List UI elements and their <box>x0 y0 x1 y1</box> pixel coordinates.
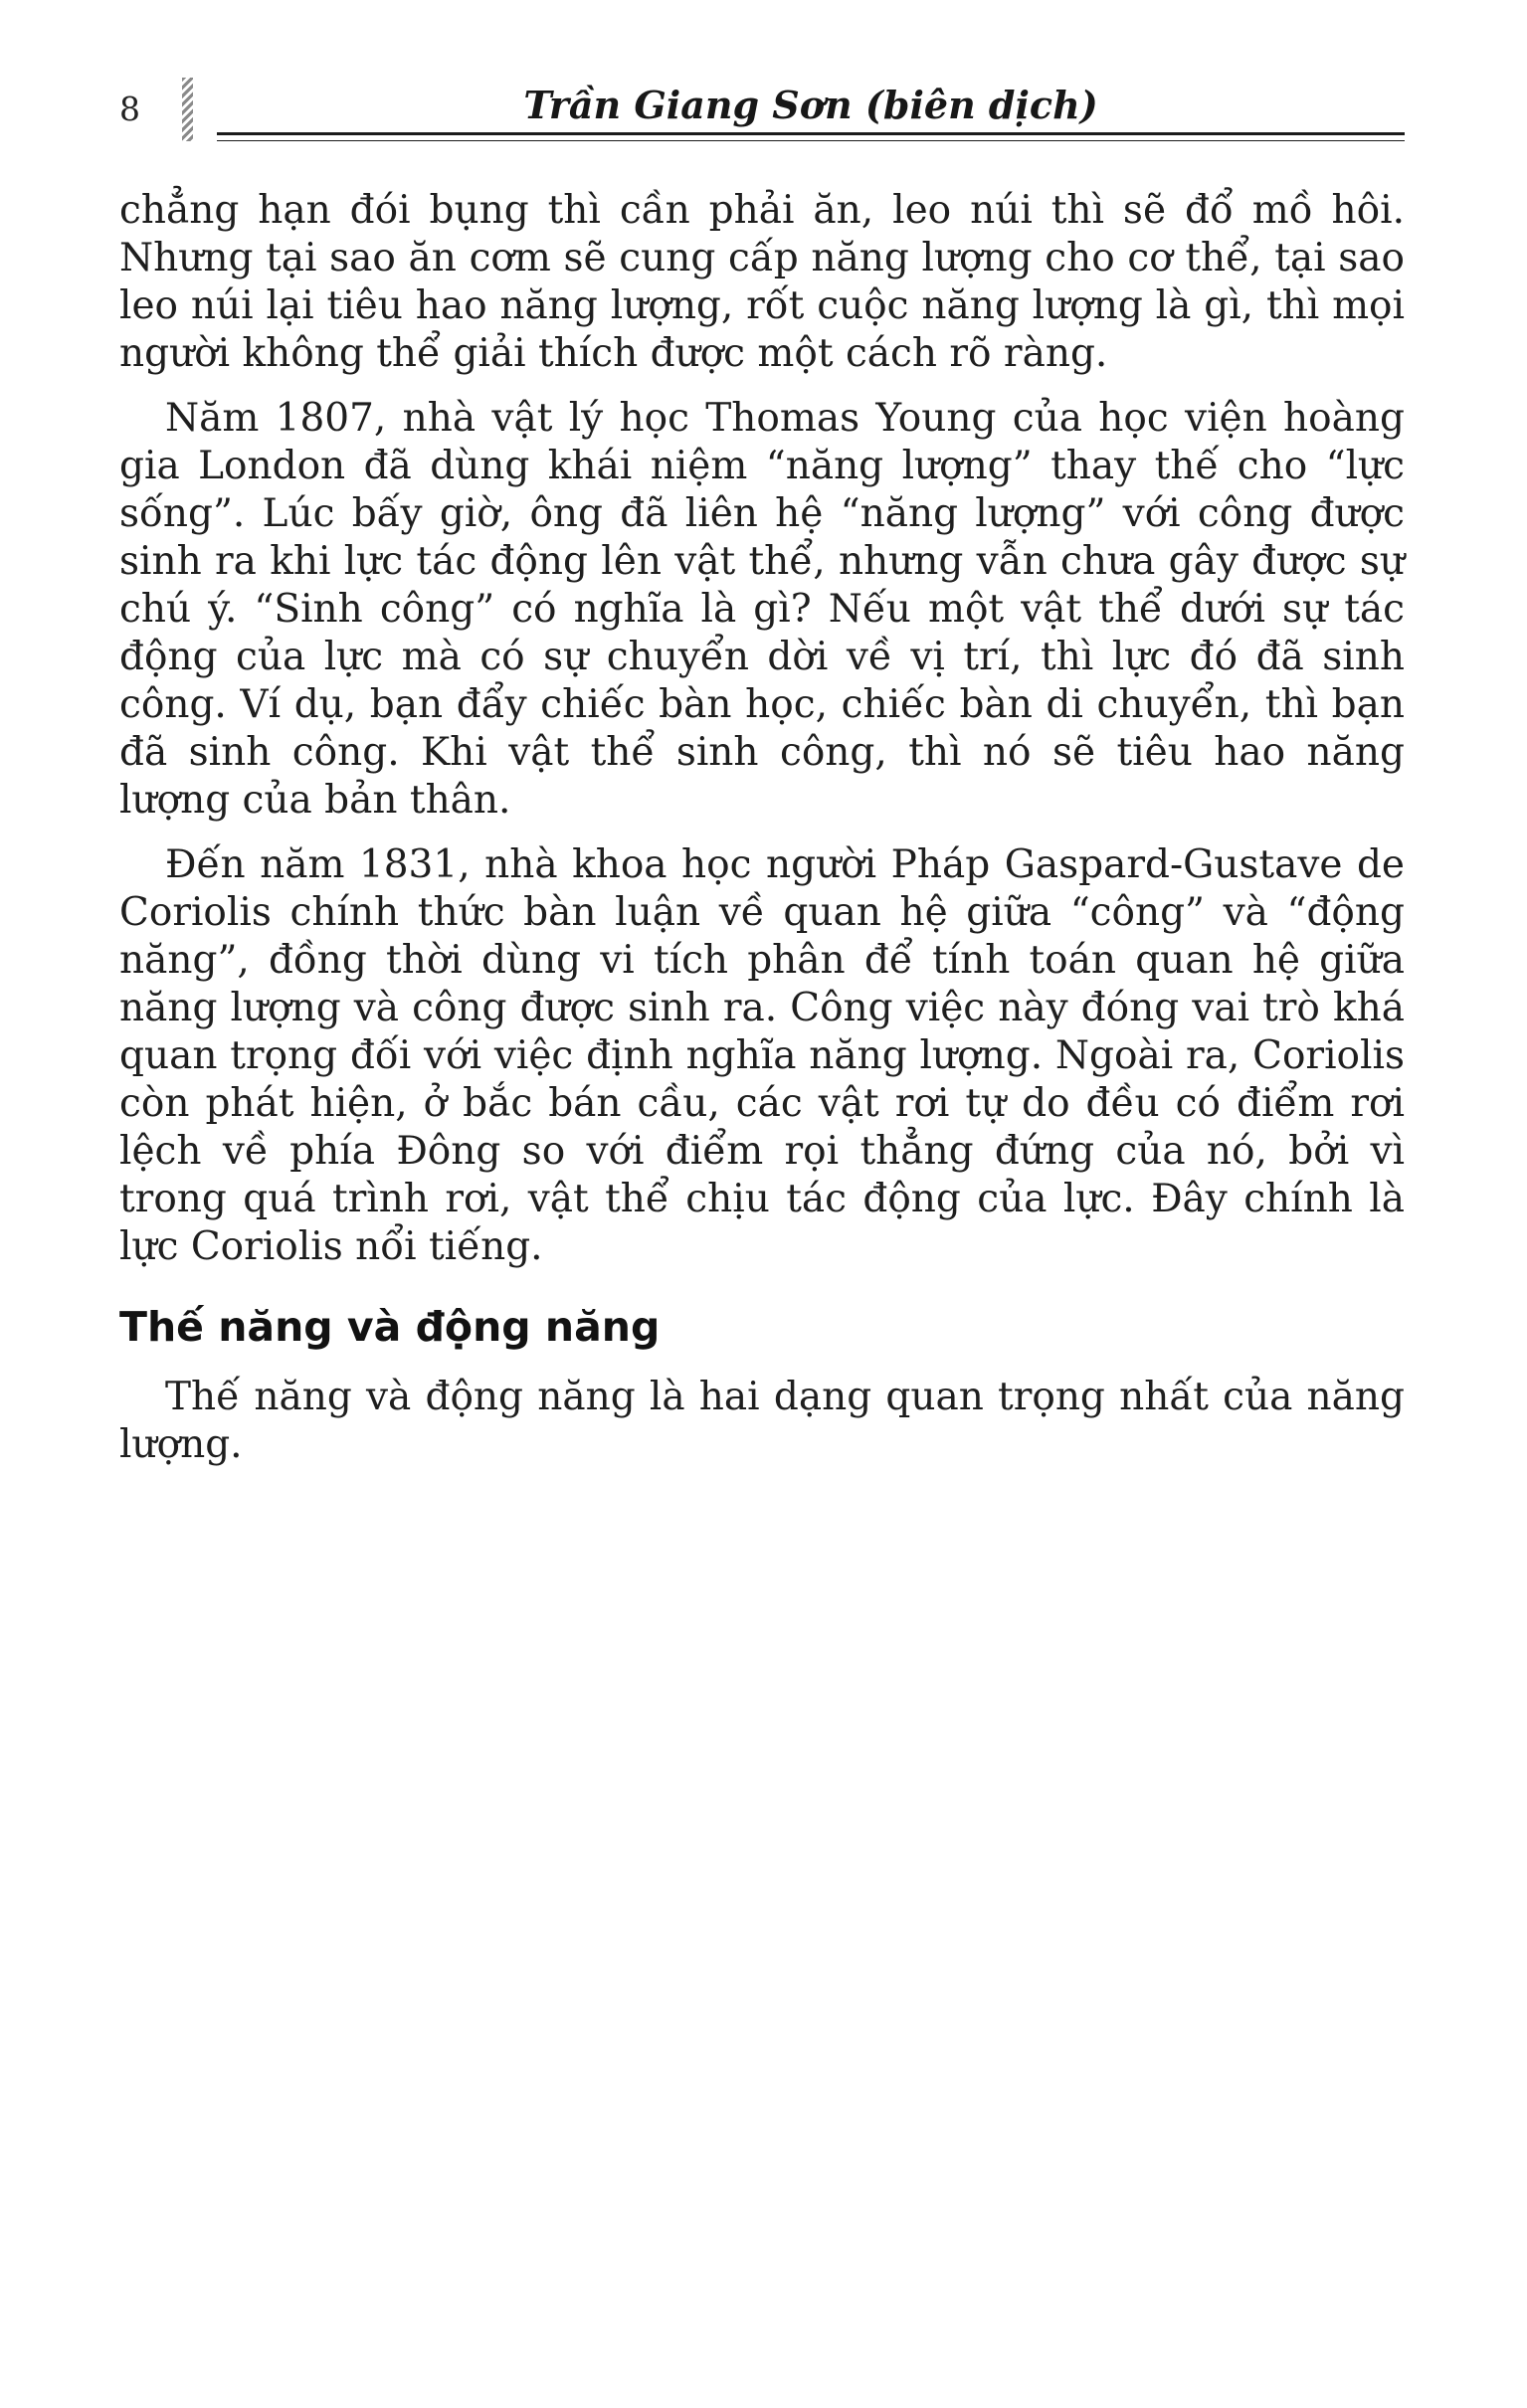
paragraph-thomas-young: Năm 1807, nhà vật lý học Thomas Young của học viện hoàng gia London đã dùng khái niệm “năng lượng” thay thế cho “lực sống”. Lúc bấy giờ, ông đã liên hệ “năng lượng” với công được sinh ra khi lực tác động lên vật thể, nhưng vẫn chưa gây được sự chú ý. “Sinh công” có nghĩa là gì? Nếu một vật thể dưới sự tác động của lực mà có sự chuyển dời về vị trí, thì lực đó đã sinh công. Ví dụ, bạn đẩy chiếc bàn học, chiếc bàn di chuyển, thì bạn đã sinh công. Khi vật thể sinh công, thì nó sẽ tiêu hao năng lượng của bản thân. <box>119 396 1405 823</box>
running-header-title: Trần Giang Sơn (biên dịch) <box>523 83 1098 127</box>
decorative-hatch-bar <box>182 78 193 141</box>
page-number: 8 <box>119 90 140 128</box>
header-rule <box>217 132 1405 141</box>
section-heading: Thế năng và động năng <box>119 1303 661 1351</box>
page-body <box>119 187 1405 1469</box>
paragraph-continuation: chẳng hạn đói bụng thì cần phải ăn, leo núi thì sẽ đổ mồ hôi. Nhưng tại sao ăn cơm sẽ cung cấp năng lượng cho cơ thể, tại sao leo núi lại tiêu hao năng lượng, rốt cuộc năng lượng là gì, thì mọi người không thể giải thích được một cách rõ ràng. <box>119 188 1405 376</box>
paragraph-the-nang-dong-nang: Thế năng và động năng là hai dạng quan trọng nhất của năng lượng. <box>119 1375 1405 1468</box>
paragraph-coriolis: Đến năm 1831, nhà khoa học người Pháp Gaspard-Gustave de Coriolis chính thức bàn luận về quan hệ giữa “công” và “động năng”, đồng thời dùng vi tích phân để tính toán quan hệ giữa năng lượng và công được sinh ra. Công việc này đóng vai trò khá quan trọng đối với việc định nghĩa năng lượng. Ngoài ra, Coriolis còn phát hiện, ở bắc bán cầu, các vật rơi tự do đều có điểm rơi lệch về phía Đông so với điểm rọi thẳng đứng của nó, bởi vì trong quá trình rơi, vật thể chịu tác động của lực. Đây chính là lực Coriolis nổi tiếng. <box>119 842 1405 1269</box>
page-header <box>0 0 1527 141</box>
header-title-area <box>217 83 1405 141</box>
